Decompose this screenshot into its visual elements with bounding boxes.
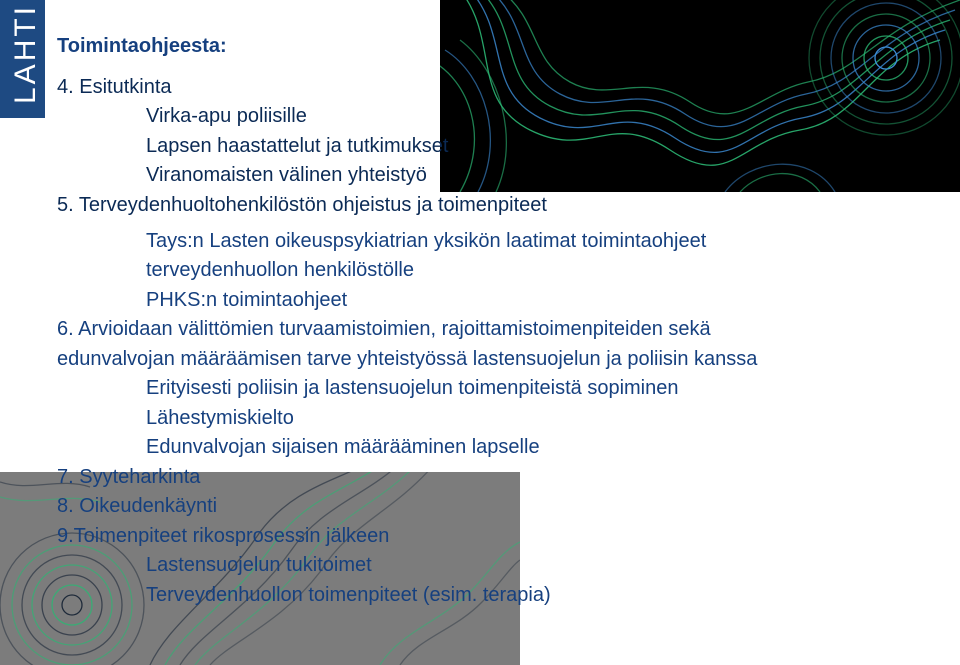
sub-item-lahestymiskielto: Lähestymiskielto xyxy=(146,407,294,429)
list-item-7: 7. Syyteharkinta xyxy=(57,466,201,488)
sub-item-terapia: Terveydenhuollon toimenpiteet (esim. terapia) xyxy=(146,584,551,606)
list-item-8: 8. Oikeudenkäynti xyxy=(57,495,218,517)
sub-item-haastattelut: Lapsen haastattelut ja tutkimukset xyxy=(146,135,449,157)
slide-heading: Toimintaohjeesta: xyxy=(57,35,227,57)
sub-item-phks: PHKS:n toimintaohjeet xyxy=(146,289,348,311)
sub-item-edunvalvoja: Edunvalvojan sijaisen määrääminen lapselle xyxy=(146,436,540,458)
logo-text: LAHTI xyxy=(9,3,42,104)
sub-item-virka-apu: Virka-apu poliisille xyxy=(146,105,307,127)
sub-item-tays: Tays:n Lasten oikeuspsykiatrian yksikön laatimat toimintaohjeet xyxy=(146,230,707,252)
sub-item-erityisesti: Erityisesti poliisin ja lastensuojelun toimenpiteistä sopiminen xyxy=(146,377,679,399)
list-item-6: 6. Arvioidaan välittömien turvaamistoimien, rajoittamistoimenpiteiden sekä xyxy=(57,318,711,340)
list-item-5: 5. Terveydenhuoltohenkilöstön ohjeistus ja toimenpiteet xyxy=(57,194,547,216)
sub-item-tays-cont: terveydenhuollon henkilöstölle xyxy=(146,259,414,281)
list-item-9: 9.Toimenpiteet rikosprosessin jälkeen xyxy=(57,525,390,547)
list-item-4: 4. Esitutkinta xyxy=(57,76,172,98)
sub-item-tukitoimet: Lastensuojelun tukitoimet xyxy=(146,554,372,576)
list-item-6-cont: edunvalvojan määräämisen tarve yhteistyössä lastensuojelun ja poliisin kanssa xyxy=(57,348,758,370)
sub-item-yhteistyo: Viranomaisten välinen yhteistyö xyxy=(146,164,427,186)
